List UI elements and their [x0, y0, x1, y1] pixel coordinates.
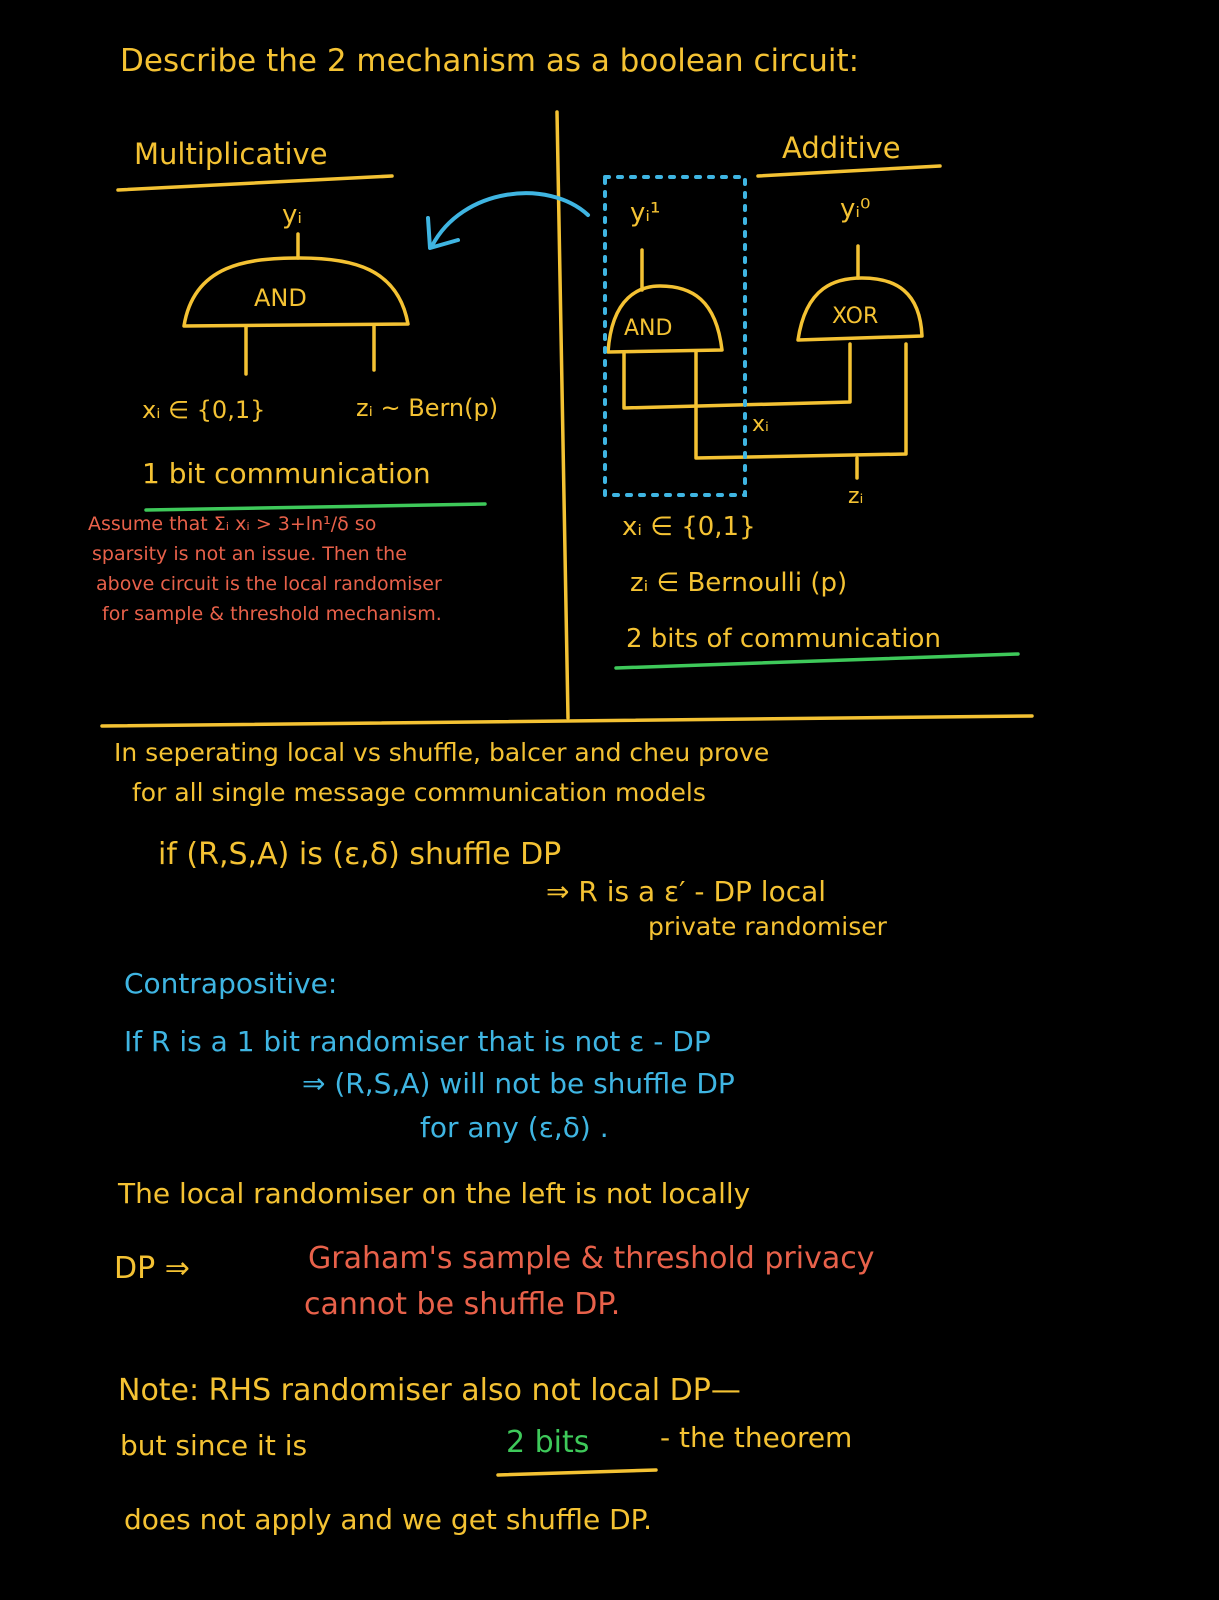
contra-line-1: If R is a 1 bit randomiser that is not ε - DP: [124, 1025, 711, 1058]
multiplicative-heading: Multiplicative: [134, 137, 328, 171]
body-line-1: In seperating local vs shuffle, balcer and cheu prove: [114, 738, 770, 767]
left-note-line-3: above circuit is the local randomiser: [96, 573, 442, 595]
note-line-2b: 2 bits: [506, 1425, 590, 1460]
note-line-2c: - the theorem: [660, 1421, 853, 1454]
right-out1-label: yᵢ¹: [630, 198, 661, 228]
right-and-label: AND: [624, 316, 673, 341]
body-line-4: ⇒ R is a ε′ - DP local: [546, 875, 827, 908]
para-line-3: cannot be shuffle DP.: [304, 1287, 621, 1322]
para-line-2b: Graham's sample & threshold privacy: [308, 1241, 875, 1276]
right-domain-x: xᵢ ∈ {0,1}: [622, 512, 756, 542]
contra-line-3: for any (ε,δ) .: [420, 1111, 609, 1144]
left-input-z-label: zᵢ ~ Bern(p): [356, 394, 499, 422]
para-line-2a: DP ⇒: [114, 1251, 190, 1286]
left-note-line-2: sparsity is not an issue. Then the: [92, 543, 407, 565]
note-line-1: Note: RHS randomiser also not local DP—: [118, 1373, 741, 1408]
left-comm-label: 1 bit communication: [142, 457, 431, 490]
body-line-3: if (R,S,A) is (ε,δ) shuffle DP: [158, 837, 562, 872]
blue-curved-arrow: [432, 193, 588, 246]
body-line-5: private randomiser: [648, 912, 887, 941]
contra-line-2: ⇒ (R,S,A) will not be shuffle DP: [302, 1067, 735, 1100]
left-output-label: yᵢ: [282, 200, 303, 230]
wire-and-right-leg: [696, 344, 906, 458]
left-note-line-4: for sample & threshold mechanism.: [102, 603, 442, 625]
body-line-2: for all single message communication models: [132, 778, 706, 807]
right-xi-label: xᵢ: [752, 412, 769, 437]
additive-heading: Additive: [782, 131, 901, 165]
two-bits-underline: [498, 1470, 656, 1475]
right-out0-label: yᵢ⁰: [840, 194, 871, 224]
left-input-x-label: xᵢ ∈ {0,1}: [142, 396, 266, 424]
left-comm-green-underline: [146, 504, 485, 510]
para-line-1: The local randomiser on the left is not locally: [118, 1177, 751, 1210]
right-zi-label: zᵢ: [848, 484, 864, 509]
right-domain-z: zᵢ ∈ Bernoulli (p): [630, 568, 848, 598]
left-note-line-1: Assume that Σᵢ xᵢ > 3+ln¹/δ so: [88, 513, 377, 535]
page-title: Describe the 2 mechanism as a boolean circuit:: [120, 43, 860, 79]
note-line-3: does not apply and we get shuffle DP.: [124, 1503, 653, 1536]
note-line-2a: but since it is: [120, 1429, 308, 1462]
wire-and-left-leg: [624, 344, 850, 408]
left-and-label: AND: [254, 284, 307, 312]
additive-underline: [758, 166, 940, 176]
right-xor-label: XOR: [832, 304, 879, 329]
right-comm-green-underline: [616, 654, 1018, 668]
multiplicative-underline: [118, 176, 392, 190]
right-comm-label: 2 bits of communication: [626, 624, 941, 654]
contrapositive-heading: Contrapositive:: [124, 967, 338, 1000]
